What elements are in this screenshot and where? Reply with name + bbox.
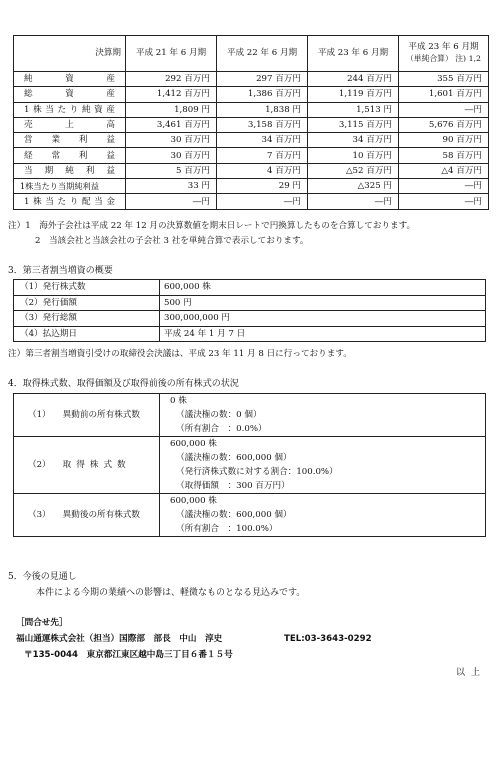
financial-row bbox=[14, 133, 489, 148]
share-status-row bbox=[14, 437, 486, 494]
header-col-2-line1: 平成 22 年 6 月期 bbox=[226, 48, 298, 58]
share-status-line: 600,000 株 bbox=[170, 439, 217, 449]
row-value: 355 百万円 bbox=[399, 72, 489, 87]
header-col-1-line1: 平成 21 年 6 月期 bbox=[135, 48, 207, 58]
financial-row bbox=[14, 194, 489, 209]
section5-heading: 5．今後の見通し bbox=[8, 572, 77, 582]
row-value: 1,386 百万円 bbox=[217, 87, 308, 102]
share-status-key bbox=[14, 437, 160, 494]
contact-address: 〒135-0044 東京都江東区越中島三丁目６番１５号 bbox=[24, 650, 233, 660]
share-status-num: （1） bbox=[28, 410, 51, 420]
row-label: 1株当たり配当金 bbox=[14, 194, 126, 209]
capital-row bbox=[14, 295, 486, 311]
share-status-num: （3） bbox=[28, 510, 51, 520]
note-1: 注）1 海外子会社は平成 22 年 12 月の決算数値を期末日レートで円換算したものを合算しております。 bbox=[8, 221, 416, 231]
row-value: 34 百万円 bbox=[308, 133, 399, 148]
section3-note: 注）第三者割当増資引受けの取締役会決議は、平成 23 年 11 月 8 日に行っております。 bbox=[8, 349, 352, 359]
financial-table-header bbox=[14, 36, 489, 72]
closing-mark: 以上 bbox=[456, 668, 487, 678]
financial-row bbox=[14, 72, 489, 87]
share-status-value bbox=[160, 437, 486, 494]
row-value: 244 百万円 bbox=[308, 72, 399, 87]
financial-notes bbox=[8, 219, 493, 249]
financial-row bbox=[14, 117, 489, 132]
share-status-label: 取得株式数 bbox=[62, 460, 131, 470]
share-status-label: 異動後の所有株式数 bbox=[62, 510, 141, 520]
capital-row-key: （2）発行価額 bbox=[14, 295, 160, 311]
share-status-line: （所有割合 ：0.0%） bbox=[176, 424, 267, 434]
share-status-line: （議決権の数：600,000 個） bbox=[176, 510, 292, 520]
row-value: 10 百万円 bbox=[308, 148, 399, 163]
note-2: 2 当該会社と当該会社の子会社 3 社を単純合算で表示しております。 bbox=[35, 236, 309, 246]
row-value: 3,461 百万円 bbox=[126, 117, 217, 132]
share-status-line: （取得価額 ：300 百万円） bbox=[176, 481, 290, 491]
financial-row bbox=[14, 148, 489, 163]
capital-row bbox=[14, 280, 486, 296]
section4-heading: 4．取得株式数、取得価額及び取得前後の所有株式の状況 bbox=[8, 379, 239, 389]
row-label: 営業利益 bbox=[14, 133, 126, 148]
header-col-4 bbox=[399, 36, 489, 72]
row-label: 1株当たり純資産 bbox=[14, 102, 126, 117]
share-status-key bbox=[14, 494, 160, 537]
row-label: 総資産 bbox=[14, 87, 126, 102]
capital-row-key: （1）発行株式数 bbox=[14, 280, 160, 296]
row-value: 29 円 bbox=[217, 179, 308, 194]
share-status-line: 0 株 bbox=[170, 396, 187, 406]
row-value: 90 百万円 bbox=[399, 133, 489, 148]
row-value: 1,412 百万円 bbox=[126, 87, 217, 102]
capital-row-value: 500 円 bbox=[160, 295, 486, 311]
share-status-table bbox=[13, 393, 486, 537]
row-value: ―円 bbox=[217, 194, 308, 209]
header-col-4-line1: 平成 23 年 6 月期 bbox=[408, 42, 479, 52]
row-value: 3,115 百万円 bbox=[308, 117, 399, 132]
contact-block bbox=[16, 615, 372, 663]
row-value: 30 百万円 bbox=[126, 133, 217, 148]
financial-table bbox=[13, 35, 489, 210]
share-status-line: （議決権の数：600,000 個） bbox=[176, 453, 292, 463]
row-value: ―円 bbox=[399, 102, 489, 117]
contact-company-row bbox=[16, 631, 372, 647]
capital-row-key: （3）発行総額 bbox=[14, 311, 160, 327]
share-status-value bbox=[160, 394, 486, 437]
header-col-3-line1: 平成 23 年 6 月期 bbox=[317, 48, 389, 58]
row-value: 292 百万円 bbox=[126, 72, 217, 87]
header-col-4-line2: （単純合算） 注) 1,2 bbox=[406, 54, 481, 63]
section3-heading: 3．第三者割当増資の概要 bbox=[8, 266, 113, 276]
row-label: 売上高 bbox=[14, 117, 126, 132]
capital-row-value: 600,000 株 bbox=[160, 280, 486, 296]
share-status-label: 異動前の所有株式数 bbox=[62, 410, 141, 420]
row-value: 1,513 円 bbox=[308, 102, 399, 117]
header-col-2 bbox=[217, 36, 308, 72]
share-status-line: （所有割合 ：100.0%） bbox=[176, 524, 278, 534]
row-label: 当期純利益 bbox=[14, 163, 126, 178]
share-status-value bbox=[160, 494, 486, 537]
share-status-line: （発行済株式数に対する割合：100.0%） bbox=[176, 467, 338, 477]
row-value: 58 百万円 bbox=[399, 148, 489, 163]
share-status-line: （議決権の数：0 個） bbox=[176, 410, 262, 420]
financial-row bbox=[14, 163, 489, 178]
capital-row-value: 平成 24 年 1 月 7 日 bbox=[160, 326, 486, 342]
row-value: 30 百万円 bbox=[126, 148, 217, 163]
row-value: 1,809 円 bbox=[126, 102, 217, 117]
financial-row bbox=[14, 179, 489, 194]
financial-row bbox=[14, 87, 489, 102]
row-value: 1,838 円 bbox=[217, 102, 308, 117]
row-value: 1,601 百万円 bbox=[399, 87, 489, 102]
row-value: 4 百万円 bbox=[217, 163, 308, 178]
row-value: ―円 bbox=[399, 179, 489, 194]
share-status-key bbox=[14, 394, 160, 437]
row-value: 3,158 百万円 bbox=[217, 117, 308, 132]
section5-body: 本件による今期の業績への影響は、軽微なものとなる見込みです。 bbox=[36, 588, 306, 598]
row-value: 5,676 百万円 bbox=[399, 117, 489, 132]
row-value: 34 百万円 bbox=[217, 133, 308, 148]
row-value: △52 百万円 bbox=[308, 163, 399, 178]
capital-row-value: 300,000,000 円 bbox=[160, 311, 486, 327]
row-value: 1,119 百万円 bbox=[308, 87, 399, 102]
contact-tel: TEL:03-3643-0292 bbox=[284, 634, 372, 644]
header-corner: 決算期 bbox=[14, 36, 126, 72]
financial-row bbox=[14, 102, 489, 117]
capital-row bbox=[14, 311, 486, 327]
contact-company: 福山通運株式会社（担当）国際部 部長 中山 淳史 bbox=[16, 634, 223, 644]
header-col-1 bbox=[126, 36, 217, 72]
row-value: ―円 bbox=[126, 194, 217, 209]
capital-row bbox=[14, 326, 486, 342]
share-status-row bbox=[14, 394, 486, 437]
row-value: 5 百万円 bbox=[126, 163, 217, 178]
share-status-num: （2） bbox=[28, 460, 51, 470]
section5 bbox=[8, 569, 305, 601]
header-col-3 bbox=[308, 36, 399, 72]
share-status-row bbox=[14, 494, 486, 537]
row-label: 純資産 bbox=[14, 72, 126, 87]
capital-row-key: （4）払込期日 bbox=[14, 326, 160, 342]
row-value: 33 円 bbox=[126, 179, 217, 194]
contact-heading: ［問合せ先］ bbox=[16, 618, 68, 628]
row-value: 297 百万円 bbox=[217, 72, 308, 87]
share-status-line: 600,000 株 bbox=[170, 496, 217, 506]
row-value: △4 百万円 bbox=[399, 163, 489, 178]
row-value: ―円 bbox=[399, 194, 489, 209]
capital-increase-table bbox=[13, 279, 486, 342]
row-value: ―円 bbox=[308, 194, 399, 209]
row-label: 1株当たり当期純利益 bbox=[14, 179, 126, 194]
row-value: △325 円 bbox=[308, 179, 399, 194]
row-value: 7 百万円 bbox=[217, 148, 308, 163]
row-label: 経常利益 bbox=[14, 148, 126, 163]
